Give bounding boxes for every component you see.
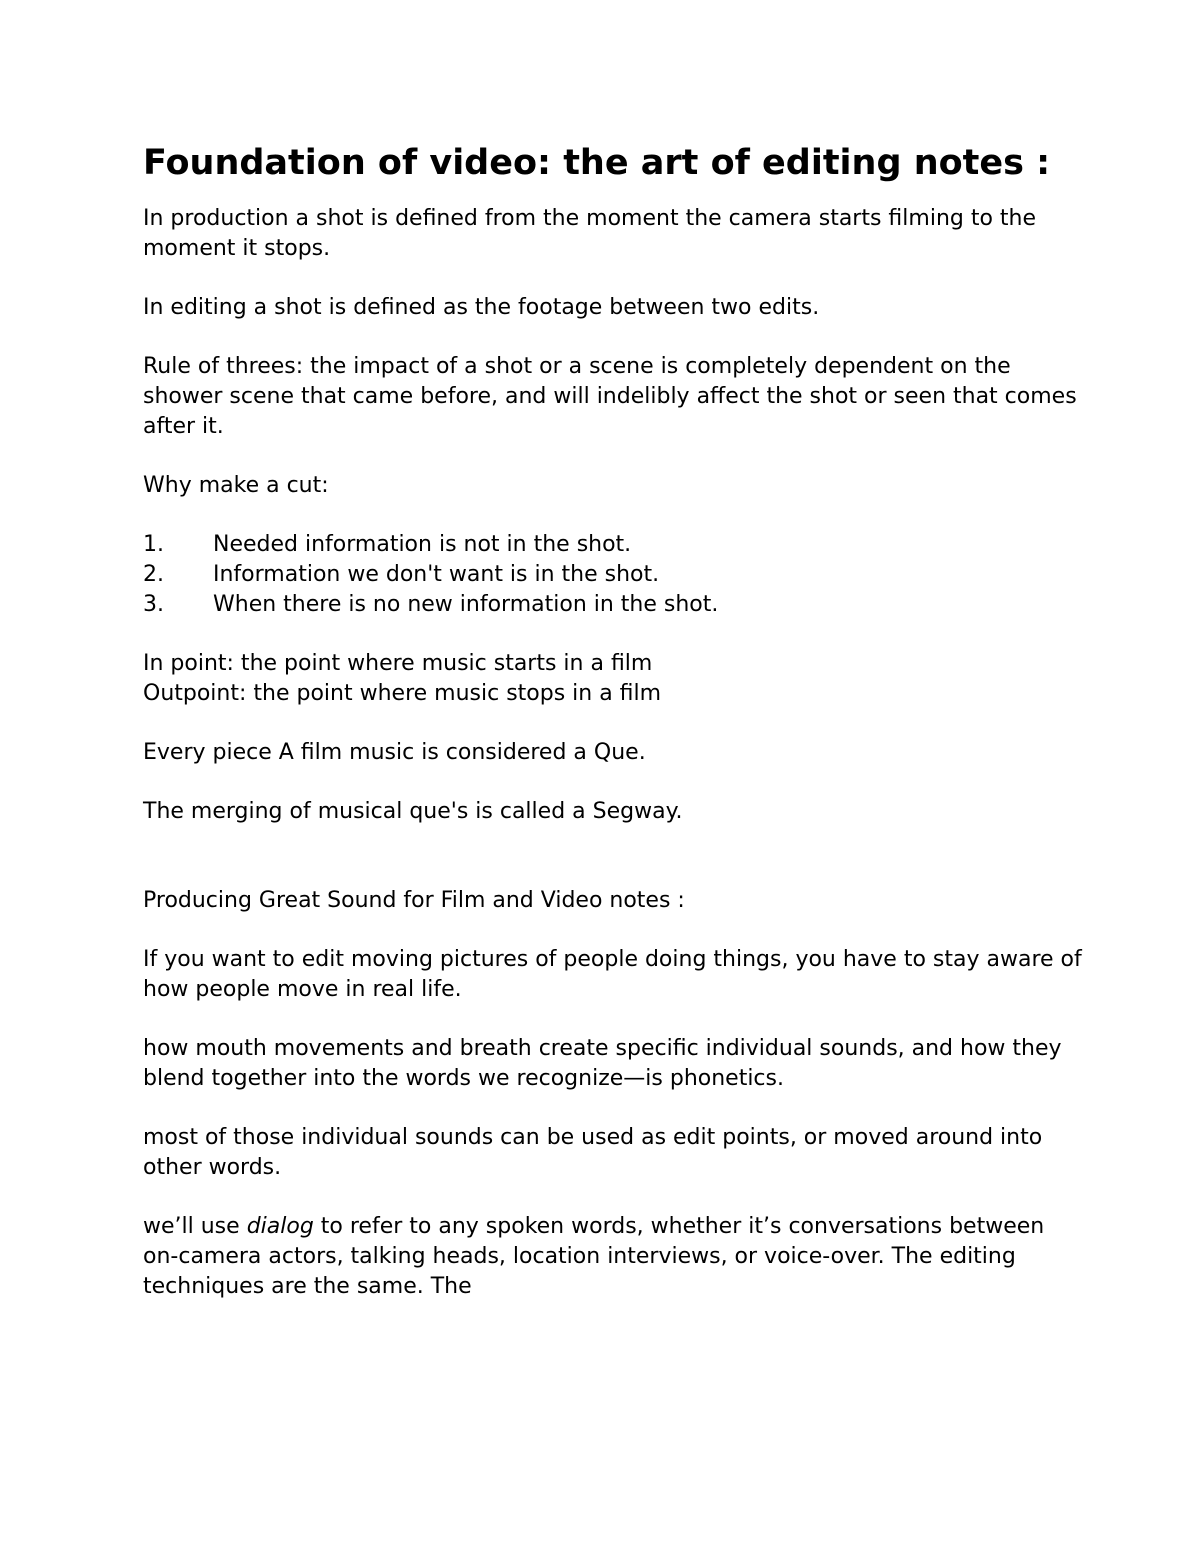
list-item-text: When there is no new information in the shot. <box>213 592 719 617</box>
dialog-text-start: we’ll use <box>143 1214 247 1239</box>
paragraph-out-point: Outpoint: the point where music stops in a film <box>143 681 662 706</box>
paragraph-rule-of-threes: Rule of threes: the impact of a shot or a scene is completely dependent on the shower scene that came before, and will indelibly affect the shot or seen that comes after it. <box>143 354 1077 439</box>
paragraph-shot-editing: In editing a shot is defined as the footage between two edits. <box>143 295 820 320</box>
document-page <box>143 140 1083 1331</box>
document-title: Foundation of video: the art of editing notes : <box>143 143 1051 183</box>
paragraph-shot-production: In production a shot is defined from the moment the camera starts filming to the moment it stops. <box>143 206 1037 261</box>
paragraph-phonetics: how mouth movements and breath create specific individual sounds, and how they blend together into the words we recognize—is phonetics. <box>143 1036 1062 1091</box>
paragraph-moving-pictures: If you want to edit moving pictures of people doing things, you have to stay aware of how people move in real life. <box>143 947 1082 1002</box>
paragraph-que: Every piece A film music is considered a Que. <box>143 740 646 765</box>
dialog-term: dialog <box>246 1214 314 1239</box>
list-item <box>143 530 1083 560</box>
paragraph-edit-points: most of those individual sounds can be used as edit points, or moved around into other words. <box>143 1125 1043 1180</box>
cut-reasons-list <box>143 530 1083 620</box>
list-item <box>143 560 1083 590</box>
paragraph-why-cut: Why make a cut: <box>143 473 329 498</box>
list-item-number: 1. <box>143 532 164 557</box>
list-item <box>143 590 1083 620</box>
list-item-number: 2. <box>143 562 164 587</box>
paragraph-dialog <box>143 1212 1083 1302</box>
section-heading-sound: Producing Great Sound for Film and Video notes : <box>143 888 685 913</box>
list-item-text: Information we don't want is in the shot. <box>213 562 660 587</box>
dialog-text-end: to refer to any spoken words, whether it’s conversations between on-camera actors, talking heads, location interviews, or voice-over. The editing techniques are the same. The <box>143 1214 1045 1299</box>
list-item-text: Needed information is not in the shot. <box>213 532 632 557</box>
paragraph-segway: The merging of musical que's is called a Segway. <box>143 799 683 824</box>
paragraph-in-point: In point: the point where music starts in a film <box>143 651 653 676</box>
list-item-number: 3. <box>143 592 164 617</box>
